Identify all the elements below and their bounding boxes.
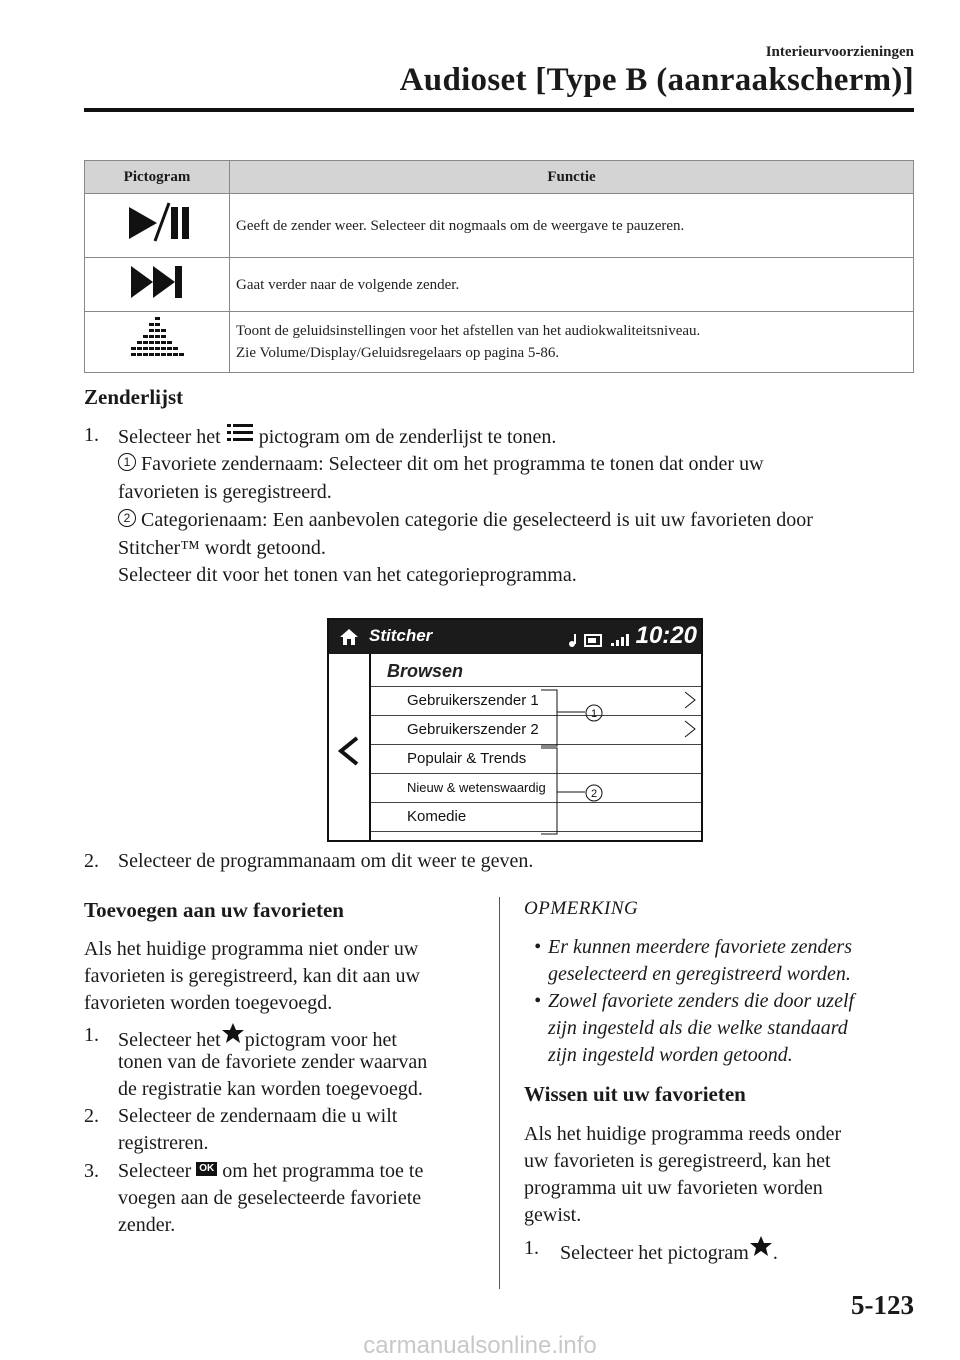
note-text: Zowel favoriete zenders die door uzelf — [548, 990, 855, 1012]
table-header-functie: Functie — [230, 161, 914, 194]
heading-wissen: Wissen uit uw favorieten — [524, 1082, 746, 1106]
step-number: 1. — [84, 424, 99, 446]
watermark: carmanualsonline.info — [363, 1332, 597, 1359]
note-text: zijn ingesteld worden getoond. — [548, 1044, 793, 1066]
step-text-part: Selecteer het pictogram — [560, 1242, 749, 1264]
paragraph-line: gewist. — [524, 1204, 582, 1226]
item-text: Favoriete zendernaam: Selecteer dit om het programma te tonen dat onder uw — [141, 453, 764, 475]
list-item-label: Komedie — [407, 808, 467, 825]
step-text — [118, 1158, 423, 1185]
bullet-marker: • — [534, 936, 542, 958]
heading-toevoegen: Toevoegen aan uw favorieten — [84, 898, 344, 922]
paragraph-line: programma uit uw favorieten worden — [524, 1177, 823, 1199]
step-text-part: om het programma toe te — [222, 1160, 424, 1182]
function-text-line: Zie Volume/Display/Geluidsregelaars op pagina 5-86. — [236, 345, 560, 361]
item-text: Categorienaam: Een aanbevolen categorie die geselecteerd is uit uw favorieten door — [141, 509, 813, 531]
item-text: favorieten is geregistreerd. — [118, 481, 332, 503]
ok-icon: OK — [196, 1162, 217, 1176]
item-1-text — [118, 451, 764, 478]
list-item-label: Populair & Trends — [407, 750, 527, 767]
step-text: voegen aan de geselecteerde favoriete — [118, 1187, 422, 1209]
step-text: Selecteer de zendernaam die u wilt — [118, 1105, 398, 1127]
step-2-text: Selecteer de programmanaam om dit weer te geven. — [118, 850, 534, 872]
page-title: Audioset [Type B (aanraakscherm)] — [399, 62, 914, 98]
icon-function-table — [84, 160, 914, 373]
callout-1-marker: 1 — [118, 453, 136, 471]
callout-2-marker: 2 — [118, 509, 136, 527]
star-icon — [221, 1022, 245, 1044]
bullet-marker: • — [534, 990, 542, 1012]
list-icon — [226, 422, 254, 444]
heading-zenderlijst: Zenderlijst — [84, 385, 184, 409]
table-cell-function — [230, 312, 914, 373]
table-row — [85, 258, 914, 312]
callout-1-number: 1 — [590, 708, 598, 720]
step-text: pictogram om de zenderlijst te tonen. — [258, 426, 557, 448]
note-text: geselecteerd en geregistreerd worden. — [548, 963, 851, 985]
callout-2-number: 2 — [590, 788, 598, 800]
screen-app-title: Stitcher — [369, 626, 433, 645]
table-cell-icon — [85, 258, 230, 312]
stitcher-screen-illustration — [327, 618, 703, 842]
step-number: 2. — [84, 1105, 99, 1127]
step-text: Selecteer het — [118, 426, 221, 448]
step-text: tonen van de favoriete zender waarvan — [118, 1051, 428, 1073]
section-title: Interieurvoorzieningen — [765, 44, 914, 60]
table-cell-icon — [85, 312, 230, 373]
star-icon — [749, 1235, 773, 1257]
step-text-part: Selecteer — [118, 1160, 192, 1182]
item-text: Stitcher™ wordt getoond. — [118, 537, 326, 559]
step-1-text — [118, 422, 556, 451]
skip-next-icon — [127, 262, 187, 302]
column-divider — [499, 897, 500, 1289]
note-text: zijn ingesteld als die welke standaard — [548, 1017, 848, 1039]
paragraph-line: favorieten worden toegevoegd. — [84, 992, 333, 1014]
table-cell-function: Gaat verder naar de volgende zender. — [230, 258, 914, 312]
paragraph-line: uw favorieten is geregistreerd, kan het — [524, 1150, 831, 1172]
step-number: 2. — [84, 850, 99, 872]
list-item-label: Gebruikerszender 1 — [407, 692, 539, 709]
screen-heading: Browsen — [387, 661, 464, 681]
paragraph-line: Als het huidige programma reeds onder — [524, 1123, 842, 1145]
play-pause-icon — [119, 201, 195, 245]
step-number: 1. — [524, 1237, 539, 1259]
table-row — [85, 312, 914, 373]
step-text: de registratie kan worden toegevoegd. — [118, 1078, 423, 1100]
callout-lines — [329, 620, 701, 840]
table-header-pictogram: Pictogram — [85, 161, 230, 194]
step-text-part: Selecteer het — [118, 1029, 221, 1051]
step-text: zender. — [118, 1214, 176, 1236]
equalizer-icon — [127, 315, 187, 365]
paragraph-line: Als het huidige programma niet onder uw — [84, 938, 419, 960]
table-row — [85, 194, 914, 258]
table-cell-function: Geeft de zender weer. Selecteer dit nogmaals om de weergave te pauzeren. — [230, 194, 914, 258]
screen-clock: 10:20 — [635, 622, 697, 649]
page-number: 5-123 — [851, 1290, 914, 1320]
item-text: Selecteer dit voor het tonen van het categorieprogramma. — [118, 564, 577, 586]
function-text-line: Toont de geluidsinstellingen voor het afstellen van het audiokwaliteitsniveau. — [236, 323, 701, 339]
note-heading: OPMERKING — [524, 898, 639, 919]
header-rule — [84, 108, 914, 112]
step-text-part: . — [772, 1242, 778, 1264]
paragraph-line: favorieten is geregistreerd, kan dit aan uw — [84, 965, 420, 987]
step-text-part: pictogram voor het — [244, 1029, 397, 1051]
list-item-label: Gebruikerszender 2 — [407, 721, 539, 738]
list-item-label: Nieuw & wetenswaardig — [407, 780, 546, 795]
table-header-row — [85, 161, 914, 194]
step-text: registreren. — [118, 1132, 209, 1154]
step-number: 1. — [84, 1024, 99, 1046]
item-2-text — [118, 507, 813, 534]
step-number: 3. — [84, 1160, 99, 1182]
note-text: Er kunnen meerdere favoriete zenders — [548, 936, 852, 958]
table-cell-icon — [85, 194, 230, 258]
step-text — [560, 1235, 778, 1267]
